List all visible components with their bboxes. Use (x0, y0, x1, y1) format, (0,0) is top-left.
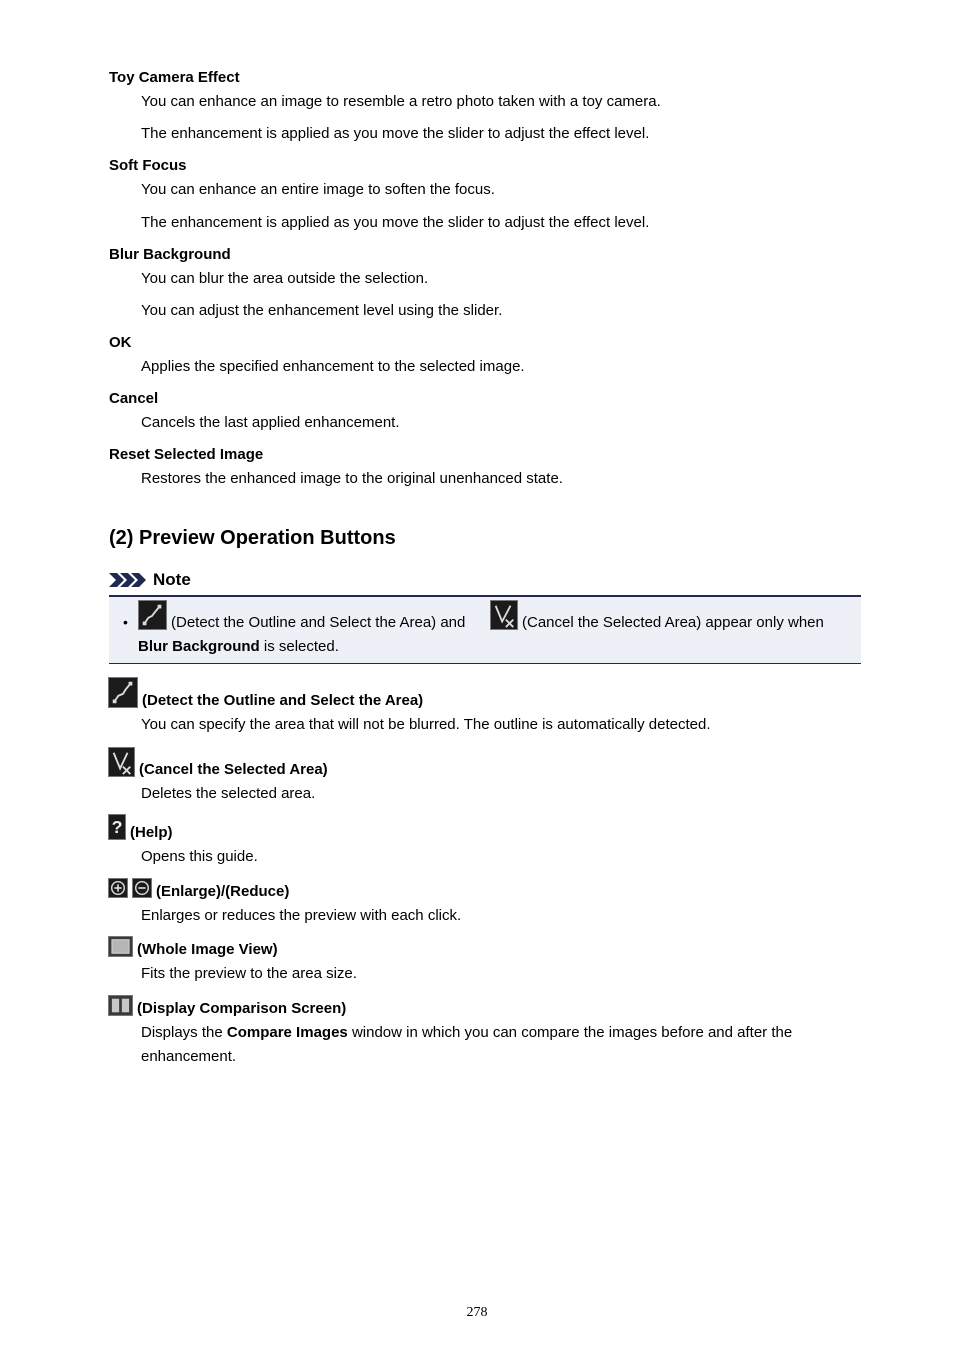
description: Deletes the selected area. (141, 785, 316, 802)
description: You can enhance an image to resemble a retro photo taken with a toy camera. (141, 93, 661, 110)
description: Applies the specified enhancement to the selected image. (141, 358, 525, 375)
detect-outline-icon (108, 677, 138, 708)
note-label: Note (153, 570, 191, 589)
button-label-detect-outline: (Detect the Outline and Select the Area) (142, 692, 424, 709)
zoom-out-icon (132, 878, 152, 898)
bullet: • (123, 614, 128, 630)
desc-text: window in which you can compare the images before and after the (351, 1024, 793, 1041)
term-ok: OK (109, 334, 132, 351)
description: Fits the preview to the area size. (141, 965, 357, 982)
button-label-whole-image-view: (Whole Image View) (137, 941, 278, 958)
button-label-enlarge-reduce: (Enlarge)/(Reduce) (156, 883, 290, 900)
note-header (109, 569, 191, 591)
note-chevrons-icon (109, 572, 147, 588)
note-bold-term: Blur Background (138, 638, 260, 655)
page-number: 278 (466, 1305, 488, 1320)
description: Restores the enhanced image to the original unenhanced state. (141, 470, 563, 487)
button-label-help: (Help) (130, 824, 173, 841)
description (141, 1024, 792, 1042)
description: Opens this guide. (141, 848, 258, 865)
description: You can enhance an entire image to soften the focus. (141, 181, 495, 198)
comparison-screen-icon (108, 995, 133, 1016)
note-text-3: is selected. (263, 638, 339, 655)
note-text-1: (Detect the Outline and Select the Area) and (171, 614, 466, 631)
description: The enhancement is applied as you move the slider to adjust the effect level. (141, 125, 650, 142)
button-label-display-comparison: (Display Comparison Screen) (137, 1000, 347, 1017)
description: Cancels the last applied enhancement. (141, 414, 400, 431)
term-soft-focus: Soft Focus (109, 157, 187, 174)
description: enhancement. (141, 1048, 237, 1065)
svg-text:?: ? (111, 817, 123, 838)
cancel-selection-icon (490, 600, 518, 630)
description: You can specify the area that will not be blurred. The outline is automatically detected. (141, 716, 711, 733)
description: You can adjust the enhancement level using the slider. (141, 302, 503, 319)
detect-outline-icon (138, 600, 167, 630)
note-text-2: (Cancel the Selected Area) appear only when (522, 614, 824, 631)
term-blur-background: Blur Background (109, 246, 231, 263)
term-reset-selected-image: Reset Selected Image (109, 446, 264, 463)
note-line-2 (138, 638, 339, 656)
zoom-in-icon (108, 878, 128, 898)
section-title: (2) Preview Operation Buttons (109, 527, 396, 549)
description: Enlarges or reduces the preview with each click. (141, 907, 462, 924)
compare-images-term: Compare Images (226, 1024, 348, 1041)
whole-image-view-icon (108, 936, 133, 957)
description: The enhancement is applied as you move the slider to adjust the effect level. (141, 214, 650, 231)
cancel-selection-icon (108, 747, 135, 777)
button-label-cancel-selection: (Cancel the Selected Area) (139, 761, 328, 778)
description: You can blur the area outside the selection. (141, 270, 429, 287)
help-icon (108, 814, 126, 840)
desc-text: Displays the (141, 1024, 223, 1041)
term-toy-camera-effect: Toy Camera Effect (109, 69, 240, 86)
term-cancel: Cancel (109, 390, 159, 407)
